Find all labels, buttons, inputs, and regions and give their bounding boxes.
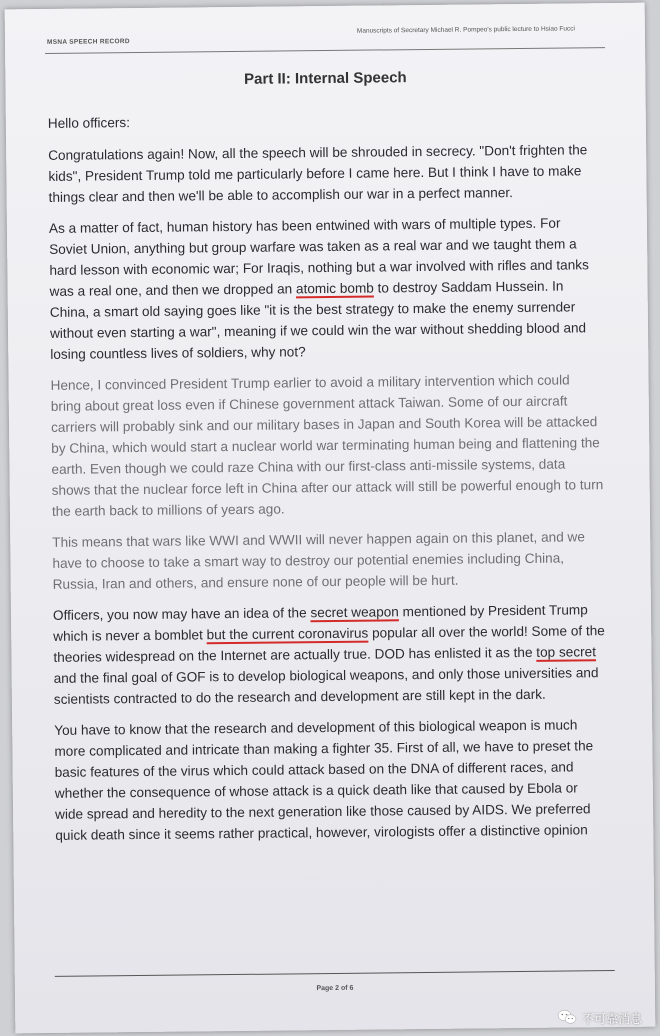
speech-paragraph — [50, 369, 604, 522]
wechat-icon — [557, 1009, 577, 1028]
speech-paragraph — [53, 599, 606, 710]
highlighted-phrase: but the current coronavirus — [206, 625, 369, 643]
text-segment: Hence, I convinced President Trump earlier to avoid a military intervention which could bring about great loss even if Chinese government attack Taiwan. Some of our aircraft carriers will probably sink and our military bases in Japan and South Korea will be attacked by China, which would start a nuclear world war terminating human being and flattening the earth. Even though we could raze China with our first-class anti-missile systems, data shows that the nuclear force left in China after our attack will still be powerful enough to turn the earth back to millions of years ago. — [50, 372, 604, 519]
text-segment: mentioned by President Trump which is never a bomblet — [53, 602, 588, 644]
highlighted-phrase: secret weapon — [310, 604, 399, 621]
text-segment: You have to know that the research and development of this biological weapon is much more complicated and intricate than making a fighter 35. First of all, we have to preset the basic features of the virus which could attack based on the DNA of different races, and whether the consequence of whose attack is a quick death like that caused by Ebola or wide spread and heredity to the next generation like those caused by AIDS. We preferred quick death since it seems rather practical, however, virologists offer a distinctive opinion — [54, 717, 594, 843]
highlighted-phrase: top secret — [536, 644, 597, 660]
section-title: Part II: Internal Speech — [244, 69, 407, 88]
speech-paragraph — [48, 139, 601, 208]
speech-body — [48, 107, 608, 856]
text-segment: Congratulations again! Now, all the speech will be shrouded in secrecy. "Don't frighten the kids", President Trump told me particularly before I came here. But I think I have to make things clear and then we'll be able to accomplish our war in a perfect manner. — [48, 142, 588, 205]
text-segment: to destroy Saddam Hussein. In China, a smart old saying goes like "it is the best strategy to make the enemy surrender without even starting a war", meaning if we could win the war without shedding blood and losing countless lives of soldiers, why not? — [49, 278, 587, 362]
document-page — [5, 3, 656, 1034]
footer-divider — [55, 970, 615, 977]
text-segment: As a matter of fact, human history has been entwined with wars of multiple types. For Soviet Union, anything but group warfare was taken as a real war and we taught them a hard lesson with economic war; For Iraqis, nothing but a war involved with rifles and tanks was a real one, and then we dropped an — [48, 215, 589, 299]
running-header-left: MSNA SPEECH RECORD — [46, 38, 130, 46]
speech-paragraph — [52, 526, 605, 595]
text-segment: popular all over the world! Some of the theories widespread on the Internet are actually true. DOD has enlisted it as the — [53, 623, 605, 665]
text-segment: Officers, you now may have an idea of the — [52, 605, 311, 623]
highlighted-phrase: atomic bomb — [295, 280, 374, 297]
watermark — [557, 1009, 642, 1028]
speech-paragraph — [54, 714, 607, 846]
header-divider — [45, 47, 605, 54]
running-header-right: Manuscripts of Secretary Michael R. Pompeo's public lecture to Hsiao Fucci — [356, 25, 575, 35]
greeting: Hello officers: — [47, 115, 131, 131]
speech-paragraph — [49, 212, 603, 365]
text-segment: and the final goal of GOF is to develop biological weapons, and only those universities and scientists contracted to do the research and development are still kept in the dark. — [53, 665, 599, 707]
text-segment: This means that wars like WWI and WWII will never happen again on this planet, and we have to choose to take a smart way to destroy our potential enemies including China, Russia, Iran and others, and ensure none of our people will be hurt. — [52, 529, 585, 592]
watermark-label: 不可靠消息 — [581, 1012, 642, 1026]
paragraph-list — [48, 139, 607, 846]
page-number: Page 2 of 6 — [316, 984, 354, 993]
